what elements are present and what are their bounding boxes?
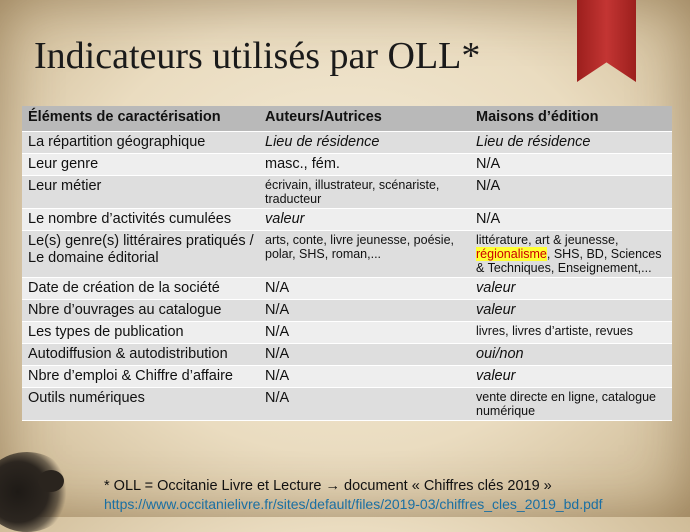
- table-row: [22, 154, 672, 176]
- publisher-value: valeur: [470, 366, 672, 388]
- author-value: N/A: [259, 300, 470, 322]
- source-link[interactable]: https://www.occitanielivre.fr/sites/default/files/2019-03/chiffres_cles_2019_bd.pdf: [104, 496, 603, 512]
- author-value: arts, conte, livre jeunesse, poésie, polar, SHS, roman,...: [259, 231, 470, 278]
- author-value: N/A: [259, 388, 470, 421]
- table-row: [22, 209, 672, 231]
- author-value: N/A: [259, 366, 470, 388]
- header-authors: Auteurs/Autrices: [259, 106, 470, 132]
- table-row: [22, 176, 672, 209]
- row-label: Le nombre d’activités cumulées: [22, 209, 259, 231]
- slide-title: Indicateurs utilisés par OLL*: [34, 35, 481, 77]
- indicators-table: [22, 106, 672, 421]
- publisher-value: N/A: [470, 209, 672, 231]
- publisher-value: N/A: [470, 176, 672, 209]
- author-value: valeur: [259, 209, 470, 231]
- publisher-value: valeur: [470, 278, 672, 300]
- publisher-value: livres, livres d’artiste, revues: [470, 322, 672, 344]
- row-label: Date de création de la société: [22, 278, 259, 300]
- table-row: [22, 300, 672, 322]
- footnote: * OLL = Occitanie Livre et Lecture → document « Chiffres clés 2019 »: [104, 478, 552, 494]
- publisher-value: oui/non: [470, 344, 672, 366]
- table-row: [22, 388, 672, 421]
- table-row: [22, 132, 672, 154]
- publisher-value: [470, 231, 672, 278]
- author-value: N/A: [259, 322, 470, 344]
- row-label: Nbre d’emploi & Chiffre d’affaire: [22, 366, 259, 388]
- row-label: Outils numériques: [22, 388, 259, 421]
- author-value: N/A: [259, 278, 470, 300]
- publisher-value: Lieu de résidence: [470, 132, 672, 154]
- highlighted-word: régionalisme: [476, 247, 547, 261]
- row-label: Leur métier: [22, 176, 259, 209]
- ink-drop-icon: [38, 470, 64, 492]
- publisher-domains-post: , SHS, BD, Sciences & Techniques, Enseignement,...: [476, 247, 662, 275]
- row-label: La répartition géographique: [22, 132, 259, 154]
- table-row: [22, 366, 672, 388]
- table-header-row: [22, 106, 672, 132]
- bookmark-ribbon-icon: [577, 0, 636, 82]
- table-row: [22, 231, 672, 278]
- table-row: [22, 344, 672, 366]
- author-value: masc., fém.: [259, 154, 470, 176]
- header-elements: Éléments de caractérisation: [22, 106, 259, 132]
- author-value: Lieu de résidence: [259, 132, 470, 154]
- row-label: Nbre d’ouvrages au catalogue: [22, 300, 259, 322]
- table-row: [22, 322, 672, 344]
- publisher-value: N/A: [470, 154, 672, 176]
- publisher-domains-pre: littérature, art & jeunesse,: [476, 233, 619, 247]
- publisher-value: vente directe en ligne, catalogue numérique: [470, 388, 672, 421]
- row-label: Leur genre: [22, 154, 259, 176]
- table-row: [22, 278, 672, 300]
- ink-stain-icon: [0, 452, 72, 532]
- author-value: N/A: [259, 344, 470, 366]
- publisher-value: valeur: [470, 300, 672, 322]
- header-publishers: Maisons d’édition: [470, 106, 672, 132]
- row-label: Autodiffusion & autodistribution: [22, 344, 259, 366]
- row-label: Les types de publication: [22, 322, 259, 344]
- author-value: écrivain, illustrateur, scénariste, traducteur: [259, 176, 470, 209]
- row-label: Le(s) genre(s) littéraires pratiqués / Le domaine éditorial: [22, 231, 259, 278]
